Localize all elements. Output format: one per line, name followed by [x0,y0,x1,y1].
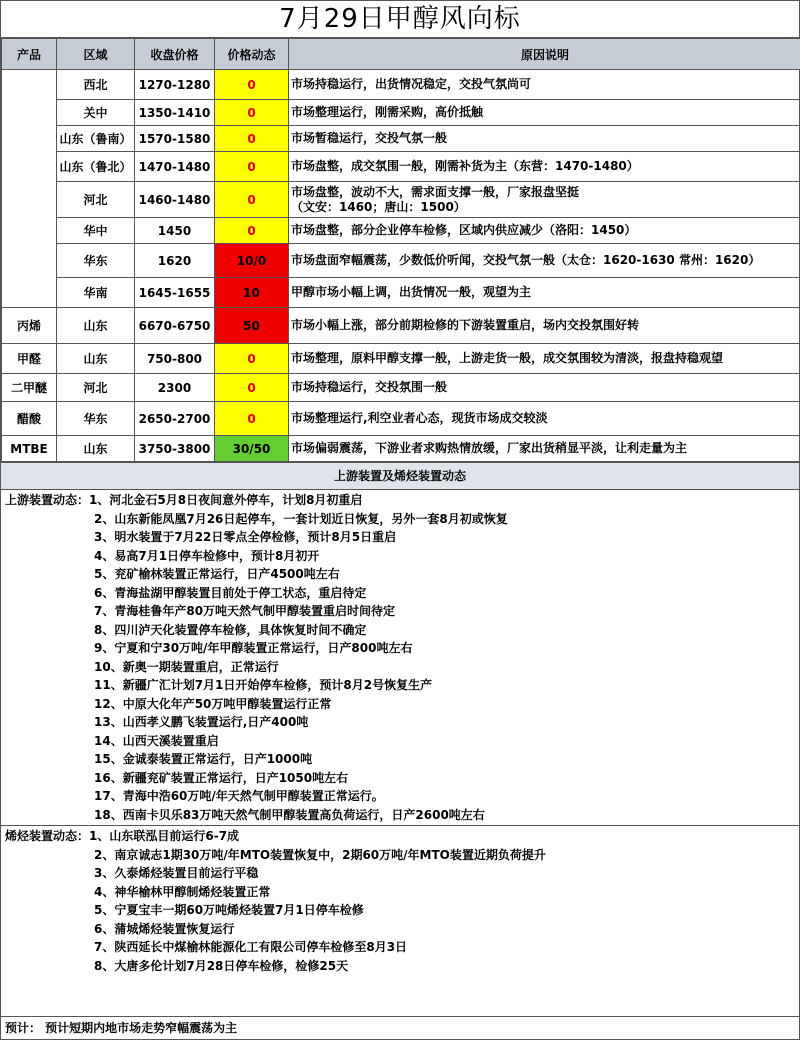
region-cell: 西北 [57,70,135,100]
reason-cell [289,100,800,126]
change-cell: 0 [215,152,289,182]
list-item-text: 13、山西孝义鹏飞装置运行,日产400吨 [94,715,309,729]
table-row [2,244,800,278]
table-row [2,308,800,344]
list-item [5,864,795,883]
list-item-text: 6、青海盐湖甲醇装置目前处于停工状态，重启待定 [94,585,367,600]
list-item [5,528,795,547]
price-cell: 1460-1480 [135,182,215,218]
reason-line: （文安：1460；唐山：1500） [291,199,466,214]
reason-cell [289,182,800,218]
list-item [5,676,795,695]
reason-cell [289,308,800,344]
change-cell: 0 [215,70,289,100]
reason-cell [289,374,800,402]
product-cell: 丙烯 [2,308,57,344]
list-item-text: 3、久泰烯烃装置目前运行平稳 [94,866,259,880]
list-item-text: 8、大唐多伦计划7月28日停车检修，检修25天 [94,958,349,973]
table-row [2,218,800,244]
region-cell: 华东 [57,402,135,436]
region-cell: 关中 [57,100,135,126]
reason-line: 市场整理，原料甲醇支撑一般，上游走货一般，成交氛围较为清淡，报盘持稳观望 [291,351,724,365]
change-cell: 0 [215,344,289,374]
reason-line: 甲醇市场小幅上调，出货情况一般，观望为主 [291,285,532,299]
list-item-text: 18、西南卡贝乐83万吨天然气制甲醇装置高负荷运行，日产2600吨左右 [94,807,485,822]
price-cell: 2650-2700 [135,402,215,436]
product-cell: 二甲醚 [2,374,57,402]
region-cell: 山东（鲁北） [57,152,135,182]
list-item-text: 10、新奥一期装置重启，正常运行 [94,659,279,674]
table-row [2,100,800,126]
list-item [5,787,795,806]
change-cell: 0 [215,218,289,244]
change-cell: 0 [215,100,289,126]
list-item-text: 7、青海桂鲁年产80万吨天然气制甲醇装置重启时间待定 [94,604,396,618]
list-item-text: 16、新疆兖矿装置正常运行，日产1050吨左右 [94,770,349,785]
header-reason: 原因说明 [289,39,800,70]
region-cell: 华中 [57,218,135,244]
list-item [5,883,795,902]
list-item-text: 15、金诚泰装置正常运行，日产1000吨 [94,752,313,766]
list-item-text: 1、山东联泓目前运行6-7成 [89,829,240,843]
change-cell: 30/50 [215,436,289,462]
list-item [5,547,795,566]
list-item [5,491,795,510]
table-body [2,70,800,462]
reason-cell [289,244,800,278]
table-row [2,402,800,436]
list-item-text: 4、神华榆林甲醇制烯烃装置正常 [94,884,271,899]
list-item-text: 7、陕西延长中煤榆林能源化工有限公司停车检修至8月3日 [94,940,408,954]
reason-cell [289,436,800,462]
list-item [5,769,795,788]
price-cell: 1270-1280 [135,70,215,100]
list-item-text: 1、河北金石5月8日夜间意外停车，计划8月初重启 [89,493,363,507]
product-cell: MTBE [2,436,57,462]
table-row [2,70,800,100]
reason-line: 市场偏弱震荡，下游业者求购热情放缓，厂家出货稍显平淡，让利走量为主 [291,441,688,455]
list-item [5,713,795,732]
price-cell: 6670-6750 [135,308,215,344]
list-item-text: 5、兖矿榆林装置正常运行，日产4500吨左右 [94,567,340,581]
list-item [5,639,795,658]
change-cell: 0 [215,402,289,436]
list-item [5,565,795,584]
region-cell: 山东 [57,308,135,344]
reason-cell [289,70,800,100]
list-item [5,658,795,677]
reason-line: 市场暂稳运行，交投气氛一般 [291,131,448,145]
change-cell: 0 [215,182,289,218]
price-cell: 3750-3800 [135,436,215,462]
list-item-text: 6、蒲城烯烃装置恢复运行 [94,921,235,936]
olefin-list [1,825,799,976]
upstream-list [1,490,799,825]
list-item [5,510,795,529]
list-item [5,920,795,939]
list-item [5,695,795,714]
table-row [2,182,800,218]
change-cell: 0 [215,374,289,402]
reason-line: 市场持稳运行，出货情况稳定，交投气氛尚可 [291,77,532,91]
change-cell: 0 [215,126,289,152]
list-item [5,584,795,603]
list-item-text: 12、中原大化年产50万吨甲醇装置运行正常 [94,696,332,711]
reason-cell [289,278,800,308]
report-title: 7月29日甲醇风向标 [1,1,799,38]
reason-line: 市场盘面窄幅震荡，少数低价听闻，交投气氛一般（太仓：1620-1630 常州：1620） [291,253,761,267]
reason-cell [289,126,800,152]
reason-cell [289,152,800,182]
region-cell: 华南 [57,278,135,308]
region-cell: 河北 [57,182,135,218]
reason-cell [289,218,800,244]
table-row [2,344,800,374]
price-cell: 1620 [135,244,215,278]
table-row [2,152,800,182]
reason-cell [289,344,800,374]
price-cell: 1470-1480 [135,152,215,182]
price-cell: 2300 [135,374,215,402]
price-table [1,38,800,462]
reason-line: 市场整理运行,利空业者心态，现货市场成交较淡 [291,411,548,425]
price-cell: 1350-1410 [135,100,215,126]
section-title: 上游装置及烯烃装置动态 [1,462,799,490]
region-cell: 山东（鲁南） [57,126,135,152]
table-row [2,436,800,462]
list-item [5,750,795,769]
reason-line: 市场盘整，部分企业停车检修，区域内供应减少（洛阳：1450） [291,223,637,237]
header-change: 价格动态 [215,39,289,70]
list-item-text: 11、新疆广汇计划7月1日开始停车检修，预计8月2号恢复生产 [94,678,433,692]
table-row [2,278,800,308]
header-price: 收盘价格 [135,39,215,70]
list-item [5,901,795,920]
forecast-text: 预计： 预计短期内地市场走势窄幅震荡为主 [1,1016,799,1039]
region-cell: 山东 [57,344,135,374]
list-item-text: 2、南京诚志1期30万吨/年MTO装置恢复中，2期60万吨/年MTO装置近期负荷提升 [94,847,546,862]
region-cell: 华东 [57,244,135,278]
product-cell [2,70,57,308]
list-item-text: 8、四川泸天化装置停车检修，具体恢复时间不确定 [94,622,367,637]
list-item-text: 14、山西天溪装置重启 [94,733,219,748]
list-item-text: 2、山东新能凤凰7月26日起停车，一套计划近日恢复，另外一套8月初或恢复 [94,511,508,526]
list-item [5,938,795,957]
list-item-text: 17、青海中浩60万吨/年天然气制甲醇装置正常运行。 [94,789,384,803]
list-item [5,806,795,825]
region-cell: 山东 [57,436,135,462]
table-row [2,126,800,152]
list-item [5,827,795,846]
list-item [5,732,795,751]
price-cell: 1570-1580 [135,126,215,152]
reason-cell [289,402,800,436]
upstream-label: 上游装置动态： [5,493,90,507]
reason-line: 市场整理运行，刚需采购，高价抵触 [291,105,484,119]
price-cell: 1645-1655 [135,278,215,308]
list-item [5,621,795,640]
reason-line: 市场盘整，成交氛围一般，刚需补货为主（东营：1470-1480） [291,159,639,173]
price-cell: 1450 [135,218,215,244]
list-item-text: 4、易高7月1日停车检修中，预计8月初开 [94,548,320,563]
olefin-label: 烯烃装置动态： [5,829,90,843]
list-item-text: 5、宁夏宝丰一期60万吨烯烃装置7月1日停车检修 [94,903,364,917]
reason-line: 市场小幅上涨，部分前期检修的下游装置重启，场内交投氛围好转 [291,318,640,332]
product-cell: 甲醛 [2,344,57,374]
region-cell: 河北 [57,374,135,402]
list-item-text: 9、宁夏和宁30万吨/年甲醇装置正常运行，日产800吨左右 [94,641,413,655]
reason-line: 市场持稳运行，交投氛围一般 [291,380,448,394]
change-cell: 10 [215,278,289,308]
product-cell: 醋酸 [2,402,57,436]
price-cell: 750-800 [135,344,215,374]
header-product: 产品 [2,39,57,70]
reason-line: 市场盘整，波动不大，需求面支撑一般，厂家报盘坚挺 [291,184,580,199]
list-item-text: 3、明水装置于7月22日零点全停检修，预计8月5日重启 [94,530,397,544]
list-item [5,846,795,865]
table-row [2,374,800,402]
change-cell: 10/0 [215,244,289,278]
header-region: 区域 [57,39,135,70]
change-cell: 50 [215,308,289,344]
list-item [5,957,795,976]
list-item [5,602,795,621]
table-header-row [2,39,800,70]
